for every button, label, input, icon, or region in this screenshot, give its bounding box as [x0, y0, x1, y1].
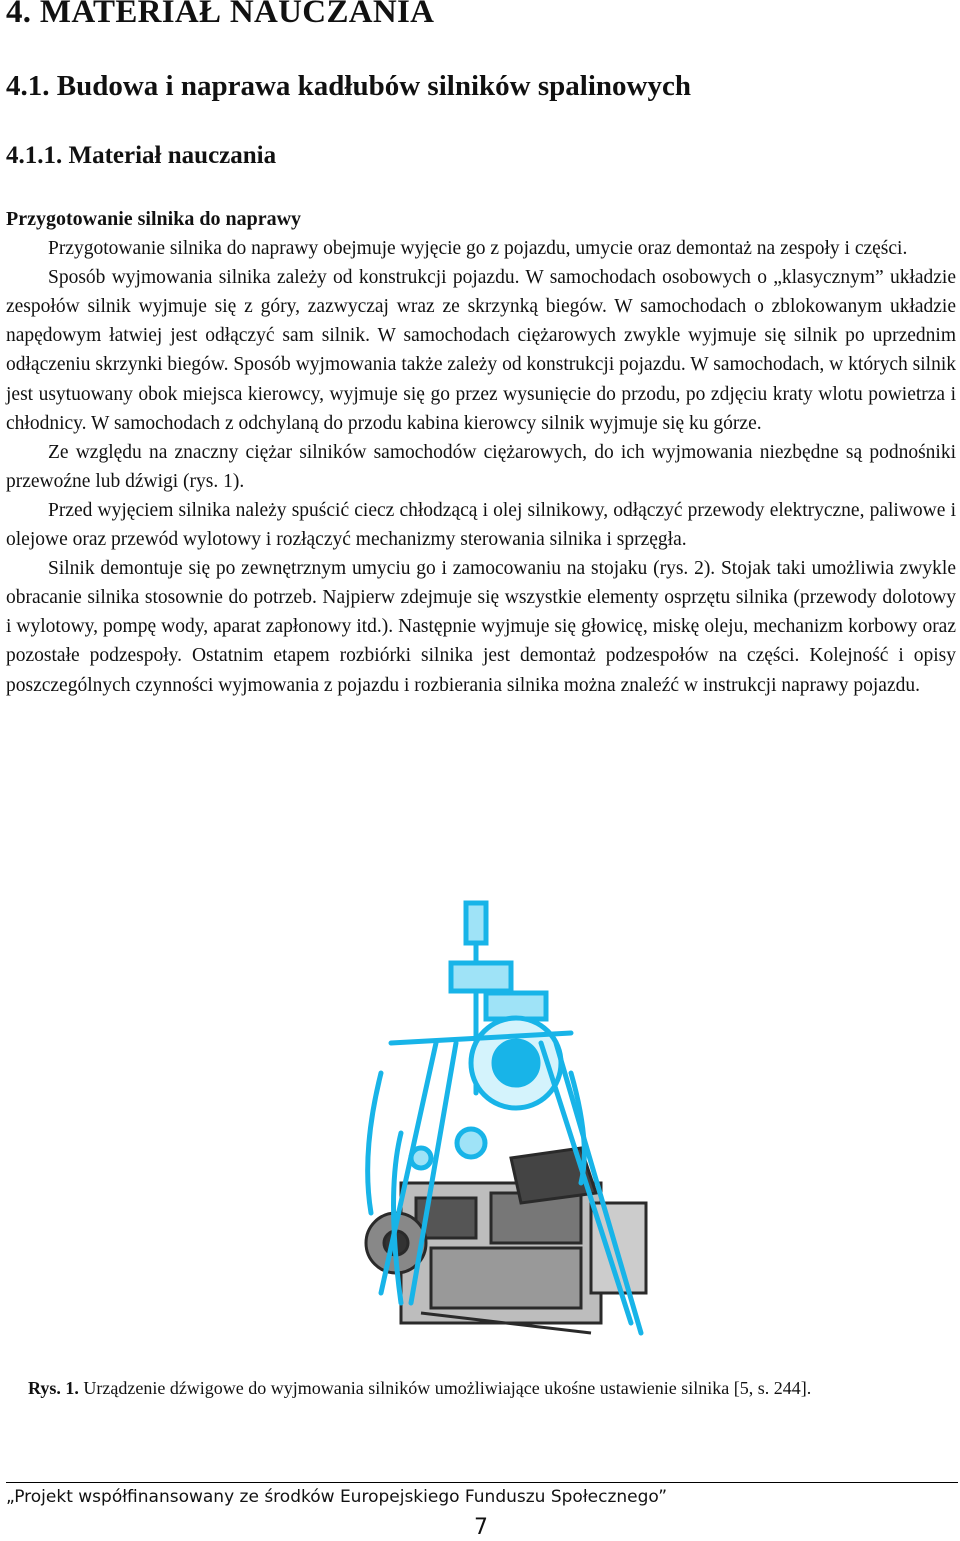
- paragraph-4: Przed wyjęciem silnika należy spuścić ciecz chłodzącą i olej silnikowy, odłączyć przewody elektryczne, paliwowe i olejowe oraz przewód wylotowy i rozłączyć mechanizmy sterowania silnika i sprzęgła.: [6, 499, 956, 551]
- paragraph-2: Sposób wyjmowania silnika zależy od konstrukcji pojazdu. W samochodach osobowych o „klasycznym” układzie zespołów silnik wyjmuje się z góry, zazwyczaj wraz ze skrzynką biegów. W samochodach o zblokowanym układzie napędowym łatwiej jest odłączyć sam silnik. W samochodach ciężarowych zwykle wyjmuje się silnik po uprzednim odłączeniu skrzynki biegów. Sposób wyjmowania także zależy od konstrukcji pojazdu. W samochodach, w których silnik jest usytuowany obok miejsca kierowcy, wyjmuje się go przez wysunięcie do przodu, po zdjęciu kraty wlotu powietrza i chłodnicy. W samochodach z odchylaną do przodu kabina kierowcy silnik wyjmuje się ku górze.: [6, 267, 956, 434]
- subsection-heading: 4.1.1. Materiał nauczania: [6, 142, 277, 169]
- figure-caption: [28, 1378, 811, 1399]
- paragraph-5: Silnik demontuje się po zewnętrznym umyciu go i zamocowaniu na stojaku (rys. 2). Stojak taki umożliwia zwykle obracanie silnika stosownie do potrzeb. Najpierw zdejmuje się wszystkie elementy osprzętu silnika (przewody dolotowy i wylotowy, pompę wody, aparat zapłonowy itd.). Następnie wyjmuje się głowicę, miskę oleju, mechanizm korbowy oraz pozostałe podzespoły. Ostatnim etapem rozbiórki silnika jest demontaż podzespołów na części. Kolejność i opisy poszczególnych czynności wyjmowania z pojazdu i rozbierania silnika można znaleźć w instrukcji naprawy pojazdu.: [6, 558, 956, 696]
- footer-divider: [6, 1482, 958, 1483]
- paragraph-3: Ze względu na znaczny ciężar silników samochodów ciężarowych, do ich wyjmowania niezbędne są podnośniki przewoźne lub dźwigi (rys. 1).: [6, 441, 956, 492]
- section-heading: 4.1. Budowa i naprawa kadłubów silników spalinowych: [6, 70, 691, 102]
- page-number: 7: [474, 1515, 488, 1540]
- caption-label: Rys. 1.: [28, 1378, 79, 1398]
- footer-text: „Projekt współfinansowany ze środków Europejskiego Funduszu Społecznego”: [6, 1487, 668, 1507]
- chapter-heading: 4. MATERIAŁ NAUCZANIA: [6, 0, 435, 30]
- paragraph-1: Przygotowanie silnika do naprawy obejmuje wyjęcie go z pojazdu, umycie oraz demontaż na zespoły i części.: [48, 238, 908, 260]
- subheading: Przygotowanie silnika do naprawy: [6, 208, 302, 230]
- engine-hoist-illustration: [341, 893, 651, 1353]
- body-text: [6, 205, 956, 700]
- caption-text: Urządzenie dźwigowe do wyjmowania silników umożliwiające ukośne ustawienie silnika [5, s. 244].: [78, 1378, 812, 1398]
